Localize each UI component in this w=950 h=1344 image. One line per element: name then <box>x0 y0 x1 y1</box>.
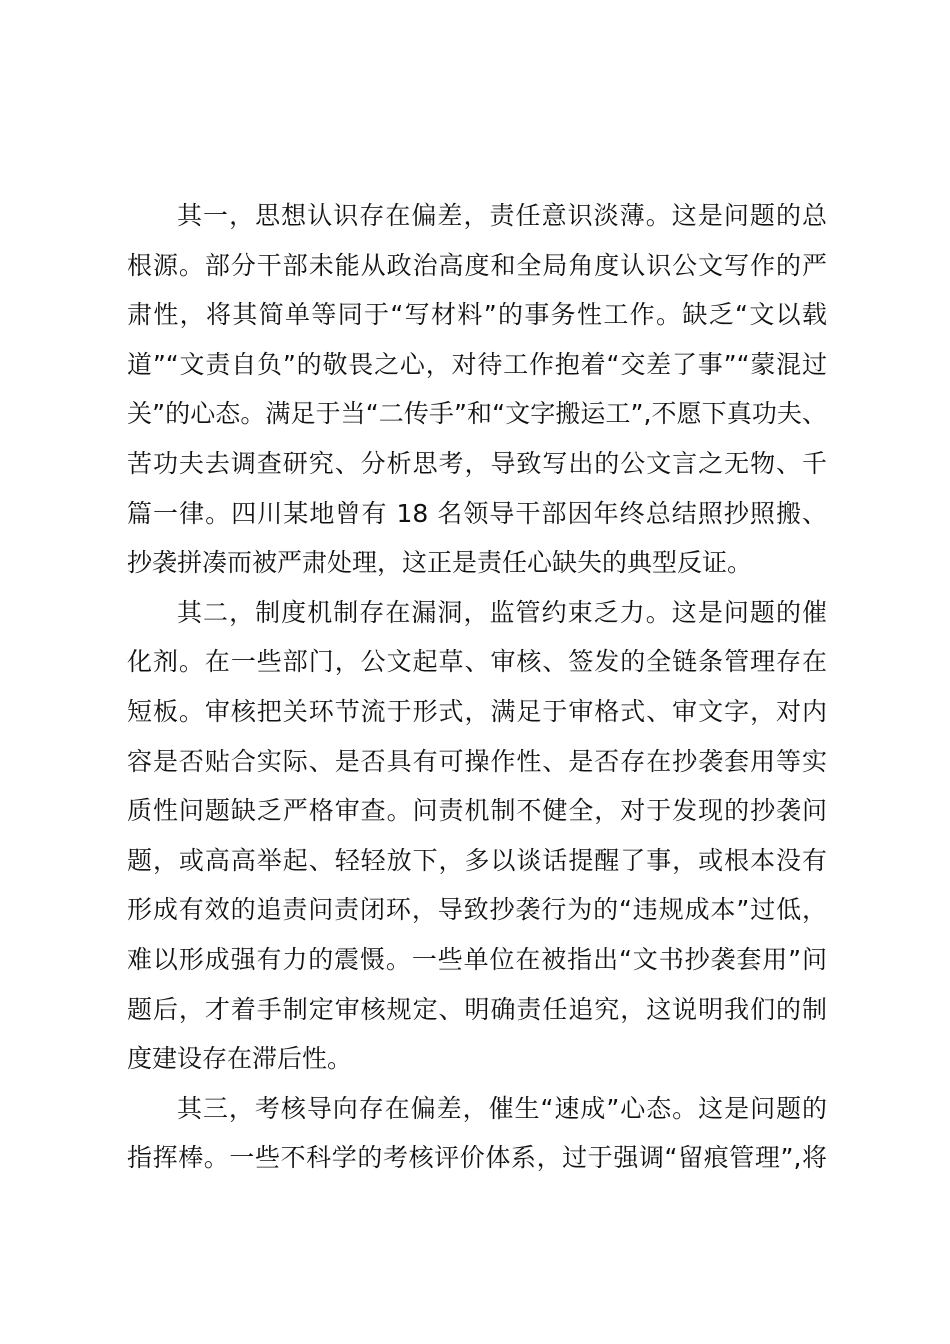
text-line: 题后，才着手制定审核规定、明确责任追究，这说明我们的制 <box>127 994 827 1024</box>
text-line: 指挥棒。一些不科学的考核评价体系，过于强调“留痕管理”,将 <box>127 1143 827 1173</box>
text-line: 质性问题缺乏严格审查。问责机制不健全，对于发现的抄袭问 <box>127 796 827 826</box>
text-line: 形成有效的追责问责闭环，导致抄袭行为的“违规成本”过低， <box>127 895 827 925</box>
text-line: 其二，制度机制存在漏洞，监管约束乏力。这是问题的催 <box>177 597 827 627</box>
paragraph-3 <box>127 1084 827 1183</box>
text-line: 容是否贴合实际、是否具有可操作性、是否存在抄袭套用等实 <box>127 746 827 776</box>
text-line: 题，或高高举起、轻轻放下，多以谈话提醒了事，或根本没有 <box>127 845 827 875</box>
text-line: 苦功夫去调查研究、分析思考，导致写出的公文言之无物、千 <box>127 448 827 478</box>
text-line: 抄袭拼凑而被严肃处理，这正是责任心缺失的典型反证。 <box>127 548 753 578</box>
text-line: 其一，思想认识存在偏差，责任意识淡薄。这是问题的总 <box>177 201 827 230</box>
text-line: 化剂。在一些部门，公文起草、审核、签发的全链条管理存在 <box>127 647 827 677</box>
text-line: 根源。部分干部未能从政治高度和全局角度认识公文写作的严 <box>127 250 827 280</box>
document-body <box>127 191 827 1183</box>
text-line: 短板。审核把关环节流于形式，满足于审格式、审文字，对内 <box>127 696 827 726</box>
paragraph-2 <box>127 588 827 1084</box>
text-line: 难以形成强有力的震慑。一些单位在被指出“文书抄袭套用”问 <box>127 944 827 974</box>
text-line: 其三，考核导向存在偏差，催生“速成”心态。这是问题的 <box>177 1093 827 1123</box>
text-line: 道”“文责自负”的敬畏之心，对待工作抱着“交差了事”“蒙混过 <box>127 349 827 379</box>
text-line: 度建设存在滞后性。 <box>127 1044 353 1074</box>
text-line: 关”的心态。满足于当“二传手”和“文字搬运工”,不愿下真功夫、 <box>127 399 827 429</box>
paragraph-1 <box>127 191 827 588</box>
text-line: 篇一律。四川某地曾有 18 名领导干部因年终总结照抄照搬、 <box>127 498 827 528</box>
text-line: 肃性，将其简单等同于“写材料”的事务性工作。缺乏“文以载 <box>127 300 827 330</box>
